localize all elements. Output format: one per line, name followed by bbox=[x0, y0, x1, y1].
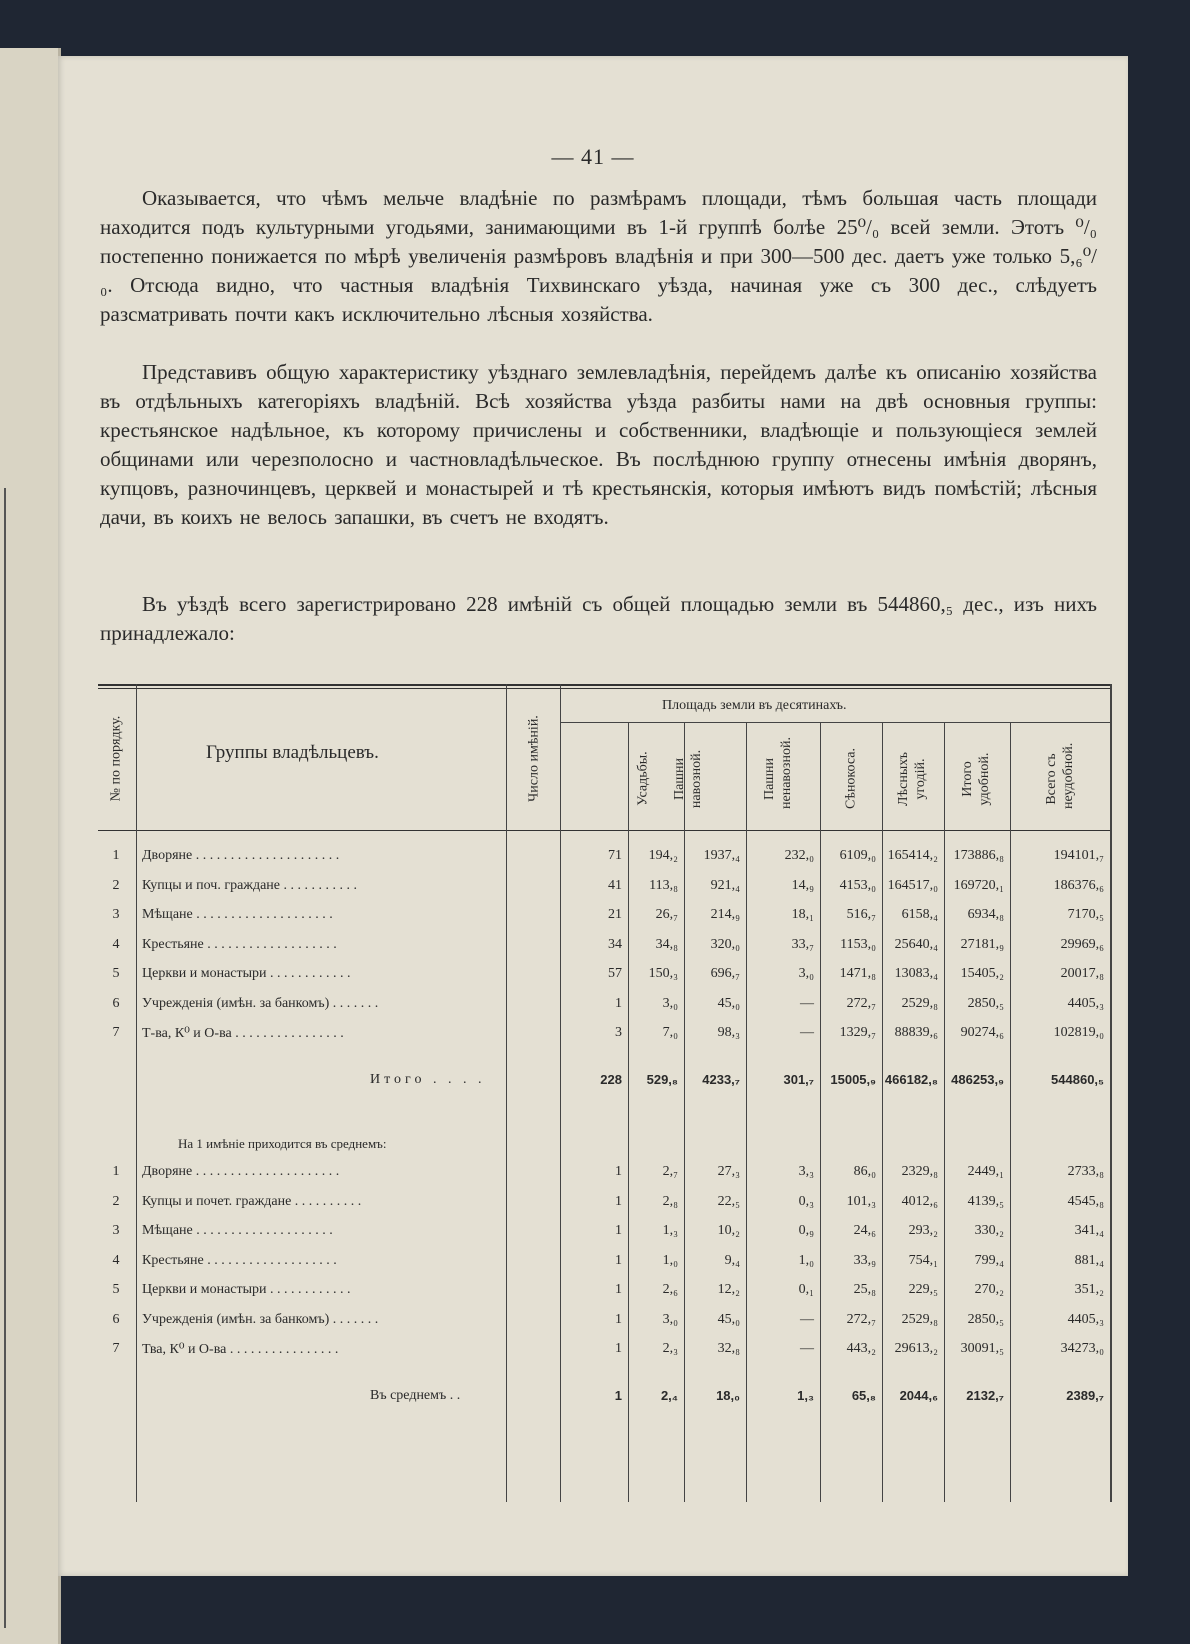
area-cell: — bbox=[800, 995, 814, 1011]
area-cell: 1153,₀ bbox=[840, 936, 876, 952]
row-number: 1 bbox=[112, 1164, 120, 1179]
owner-group: Дворяне . . . . . . . . . . . . . . . . . . . . . bbox=[142, 1164, 340, 1179]
area-cell: 26,₇ bbox=[655, 907, 678, 922]
total-cell: 486253,₉ bbox=[951, 1072, 1004, 1087]
area-cell: 9,₄ bbox=[724, 1252, 740, 1268]
row-number: 1 bbox=[112, 848, 120, 863]
area-cell: 320,₀ bbox=[710, 936, 740, 952]
area-cell: 6934,₈ bbox=[967, 907, 1004, 922]
owner-group: Мѣщане . . . . . . . . . . . . . . . . . . . . bbox=[142, 907, 333, 922]
header-area-col-3: Пашни ненавозной. bbox=[762, 737, 794, 809]
area-cell: 516,₇ bbox=[846, 907, 876, 922]
area-cell: 2850,₅ bbox=[967, 1311, 1004, 1327]
area-cell: — bbox=[800, 1341, 814, 1356]
header-area-col-2: Пашни навозной. bbox=[672, 749, 704, 809]
area-cell: 12,₂ bbox=[717, 1282, 740, 1297]
estate-count-cell: 71 bbox=[608, 848, 622, 863]
area-cell: 2329,₈ bbox=[901, 1164, 938, 1179]
estate-count-cell: 57 bbox=[608, 966, 622, 981]
table-row bbox=[98, 1021, 1112, 1049]
area-cell: 754,₁ bbox=[908, 1252, 938, 1268]
area-cell: 2,₇ bbox=[662, 1164, 678, 1179]
area-cell: 1937,₄ bbox=[703, 848, 740, 863]
area-cell: 88839,₆ bbox=[894, 1025, 938, 1040]
area-cell: 29613,₂ bbox=[894, 1341, 938, 1356]
header-area-col-6: Итого удобной. bbox=[960, 752, 992, 806]
area-cell: 27,₃ bbox=[717, 1164, 740, 1179]
owner-group: Купцы и почет. граждане . . . . . . . . . . bbox=[142, 1193, 362, 1209]
paragraph-3: Въ уѣздѣ всего зарегистрировано 228 имѣній съ общей площадью земли въ 544860,₅ дес., изъ нихъ принадлежало: bbox=[100, 592, 1097, 645]
area-cell: 98,₃ bbox=[717, 1025, 740, 1040]
area-cell: 214,₉ bbox=[710, 907, 740, 922]
total-cell: 466182,₈ bbox=[884, 1072, 938, 1087]
owner-group: Тва, К⁰ и О-ва . . . . . . . . . . . . . . . . bbox=[142, 1342, 339, 1357]
owner-group: Купцы и поч. граждане . . . . . . . . . . . bbox=[142, 877, 358, 893]
area-cell: 18,₁ bbox=[791, 907, 814, 922]
left-page-rule bbox=[4, 488, 6, 1628]
area-cell: 270,₂ bbox=[974, 1282, 1004, 1297]
paragraph-2: Представивъ общую характеристику уѣзднаго землевладѣнія, перейдемъ далѣе къ описанію хозяйства въ отдѣльныхъ категоріяхъ владѣній. Всѣ хозяйства уѣзда разбиты нами на двѣ основныя группы: крестьянское надѣльное, къ которому причислены и собственники, владѣющіе и пользующіеся землей общинами или черезполосно и частновладѣльческое. Въ послѣднюю группу отнесены имѣнія дворянъ, купцовъ, разночинцевъ, церквей и монастырей и тѣ крестьянскія, которыя имѣютъ видъ помѣстій; лѣсныя дачи, въ коихъ не велось запашки, въ счетъ не входятъ. bbox=[100, 360, 1097, 529]
area-cell: 7170,₅ bbox=[1067, 907, 1104, 922]
area-cell: 22,₅ bbox=[717, 1193, 740, 1209]
area-cell: 1,₀ bbox=[662, 1252, 678, 1268]
area-cell: 164517,₀ bbox=[887, 877, 938, 893]
area-cell: 1329,₇ bbox=[839, 1025, 876, 1040]
row-number: 5 bbox=[112, 966, 120, 981]
area-cell: 272,₇ bbox=[846, 1311, 876, 1327]
total-label: Итого . . . . bbox=[370, 1072, 486, 1087]
estate-count-cell: 1 bbox=[615, 1311, 622, 1327]
area-cell: 173886,₈ bbox=[953, 848, 1004, 863]
row-number: 3 bbox=[112, 1223, 120, 1238]
area-cell: 4012,₆ bbox=[901, 1193, 938, 1209]
area-cell: 0,₃ bbox=[798, 1193, 814, 1209]
area-cell: — bbox=[800, 1025, 814, 1040]
header-area: Площадь земли въ десятинахъ. bbox=[662, 698, 847, 713]
header-row-number: № по порядку. bbox=[108, 715, 124, 802]
header-area-col-7: Всего съ неудобной. bbox=[1044, 742, 1076, 809]
row-number: 3 bbox=[112, 907, 120, 922]
area-cell: 25640,₄ bbox=[894, 936, 938, 952]
area-cell: 29969,₆ bbox=[1060, 936, 1104, 952]
area-cell: 25,₈ bbox=[853, 1282, 876, 1297]
average-total-cell: 18,₀ bbox=[716, 1388, 740, 1403]
area-cell: 351,₂ bbox=[1074, 1282, 1104, 1297]
area-cell: 293,₂ bbox=[908, 1223, 938, 1238]
area-cell: 3,₃ bbox=[798, 1164, 814, 1179]
owner-group: Церкви и монастыри . . . . . . . . . . . . bbox=[142, 966, 351, 981]
average-total-cell: 1 bbox=[614, 1388, 622, 1403]
area-cell: 113,₈ bbox=[649, 877, 678, 893]
total-cell: 301,₇ bbox=[783, 1072, 814, 1087]
area-cell: 15405,₂ bbox=[960, 966, 1004, 981]
area-cell: 921,₄ bbox=[710, 877, 740, 893]
table-row bbox=[98, 903, 1112, 931]
header-area-col-4: Сѣнокоса. bbox=[843, 748, 859, 809]
estate-count-cell: 41 bbox=[608, 877, 622, 893]
owner-group: Дворяне . . . . . . . . . . . . . . . . . . . . . bbox=[142, 848, 340, 863]
average-total-label: Въ среднемъ . . bbox=[370, 1388, 461, 1403]
area-cell: 101,₃ bbox=[846, 1193, 876, 1209]
area-cell: 1471,₈ bbox=[839, 966, 876, 981]
area-cell: 90274,₆ bbox=[960, 1025, 1004, 1040]
area-cell: 2,₆ bbox=[662, 1282, 678, 1297]
area-cell: 1,₃ bbox=[662, 1223, 678, 1238]
area-cell: 186376,₆ bbox=[1053, 877, 1104, 893]
table-row bbox=[98, 1278, 1112, 1306]
owner-group: Мѣщане . . . . . . . . . . . . . . . . . . . . bbox=[142, 1223, 333, 1238]
average-total-cell: 1,₃ bbox=[797, 1388, 814, 1403]
area-cell: 0,₉ bbox=[798, 1223, 814, 1238]
average-heading: На 1 имѣніе приходится въ среднемъ: bbox=[178, 1136, 387, 1151]
left-page-edge bbox=[0, 48, 61, 1644]
total-cell: 544860,₅ bbox=[1051, 1072, 1104, 1087]
owner-group: Крестьяне . . . . . . . . . . . . . . . . . . . bbox=[142, 1252, 337, 1268]
landholding-table bbox=[98, 684, 1112, 1502]
area-cell: 45,₀ bbox=[717, 1311, 740, 1327]
row-number: 2 bbox=[112, 877, 120, 893]
area-cell: 3,₀ bbox=[662, 995, 678, 1011]
area-cell: 4139,₅ bbox=[967, 1193, 1004, 1209]
area-cell: 2,₈ bbox=[662, 1193, 678, 1209]
area-cell: 2733,₈ bbox=[1067, 1164, 1104, 1179]
table-row bbox=[98, 992, 1112, 1020]
average-total-cell: 2044,₆ bbox=[899, 1388, 938, 1403]
area-cell: 2,₃ bbox=[662, 1341, 678, 1356]
area-cell: 0,₁ bbox=[798, 1282, 814, 1297]
row-number: 4 bbox=[112, 1252, 120, 1268]
area-cell: 6158,₄ bbox=[901, 907, 938, 922]
area-cell: 86,₀ bbox=[853, 1164, 876, 1179]
table-row bbox=[98, 1160, 1112, 1188]
area-cell: 2449,₁ bbox=[967, 1164, 1004, 1179]
area-cell: 30091,₅ bbox=[960, 1341, 1004, 1356]
total-cell: 15005,₉ bbox=[830, 1072, 876, 1087]
area-cell: 165414,₂ bbox=[887, 848, 938, 863]
header-owner-groups: Группы владѣльцевъ. bbox=[206, 742, 379, 763]
estate-count-cell: 34 bbox=[608, 936, 622, 952]
area-cell: 32,₈ bbox=[717, 1341, 740, 1356]
area-cell: 232,₀ bbox=[784, 848, 814, 863]
row-number: 7 bbox=[112, 1025, 120, 1040]
owner-group: Крестьяне . . . . . . . . . . . . . . . . . . . bbox=[142, 936, 337, 952]
area-cell: — bbox=[800, 1311, 814, 1327]
area-cell: 102819,₀ bbox=[1053, 1025, 1104, 1040]
area-cell: 24,₆ bbox=[853, 1223, 876, 1238]
area-cell: 443,₂ bbox=[846, 1341, 876, 1356]
area-cell: 229,₅ bbox=[908, 1282, 938, 1297]
owner-group: Церкви и монастыри . . . . . . . . . . . . bbox=[142, 1282, 351, 1297]
area-cell: 13083,₄ bbox=[894, 966, 938, 981]
table-row bbox=[98, 1337, 1112, 1365]
estate-count-cell: 3 bbox=[615, 1025, 622, 1040]
average-total-cell: 2389,₇ bbox=[1066, 1388, 1104, 1403]
estate-count-cell: 1 bbox=[615, 1193, 622, 1209]
area-cell: 4405,₃ bbox=[1067, 995, 1104, 1011]
header-area-col-5: Лѣсныхъ угодій. bbox=[896, 752, 928, 806]
table-row bbox=[98, 1219, 1112, 1247]
owner-group: Учрежденія (имѣн. за банкомъ) . . . . . . . bbox=[142, 995, 379, 1011]
owner-group: Т-ва, К⁰ и О-ва . . . . . . . . . . . . . . . . bbox=[142, 1026, 344, 1041]
table-row bbox=[98, 844, 1112, 872]
area-cell: 4405,₃ bbox=[1067, 1311, 1104, 1327]
table-row bbox=[98, 1190, 1112, 1218]
row-number: 7 bbox=[112, 1341, 120, 1356]
area-cell: 194101,₇ bbox=[1053, 848, 1104, 863]
area-cell: 7,₀ bbox=[662, 1025, 678, 1040]
table-row bbox=[98, 1249, 1112, 1277]
area-cell: 34,₈ bbox=[655, 936, 678, 952]
area-cell: 14,₉ bbox=[791, 877, 814, 893]
row-number: 6 bbox=[112, 995, 120, 1011]
area-cell: 4153,₀ bbox=[839, 877, 876, 893]
header-area-col-1: Усадьбы. bbox=[635, 751, 651, 806]
row-number: 2 bbox=[112, 1193, 120, 1209]
table-row bbox=[98, 1308, 1112, 1336]
area-cell: 3,₀ bbox=[798, 966, 814, 981]
area-cell: 2529,₈ bbox=[901, 1311, 938, 1327]
area-cell: 33,₉ bbox=[853, 1252, 876, 1268]
area-cell: 194,₂ bbox=[648, 848, 678, 863]
area-cell: 27181,₉ bbox=[960, 936, 1004, 952]
average-total-cell: 2,₄ bbox=[660, 1388, 678, 1403]
estate-count-cell: 1 bbox=[615, 1341, 622, 1356]
estate-count-cell: 1 bbox=[615, 1223, 622, 1238]
table-row bbox=[98, 933, 1112, 961]
area-cell: 341,₄ bbox=[1074, 1223, 1104, 1238]
book-page bbox=[58, 56, 1128, 1576]
area-cell: 34273,₀ bbox=[1060, 1341, 1104, 1356]
area-cell: 6109,₀ bbox=[839, 848, 876, 863]
estate-count-cell: 1 bbox=[615, 1164, 622, 1179]
estate-count-cell: 1 bbox=[615, 1252, 622, 1268]
area-cell: 20017,₈ bbox=[1060, 966, 1104, 981]
table-row bbox=[98, 962, 1112, 990]
average-total-cell: 65,₈ bbox=[851, 1388, 876, 1403]
total-cell: 4233,₇ bbox=[702, 1072, 740, 1087]
area-cell: 330,₂ bbox=[974, 1223, 1004, 1238]
area-cell: 2529,₈ bbox=[901, 995, 938, 1011]
area-cell: 696,₇ bbox=[710, 966, 740, 981]
owner-group: Учрежденія (имѣн. за банкомъ) . . . . . . . bbox=[142, 1311, 379, 1327]
paragraph-1: Оказывается, что чѣмъ мельче владѣніе по размѣрамъ площади, тѣмъ большая часть площади находится подъ культурными угодьями, занимающими въ 1-й группѣ болѣе 25⁰/₀ всей земли. Этотъ ⁰/₀ постепенно понижается по мѣрѣ увеличенія размѣровъ владѣнія и при 300—500 дес. даетъ уже только 5,₆⁰/₀. Отсюда видно, что частныя владѣнія Тихвинскаго уѣзда, начиная уже съ 300 дес., слѣдуетъ разсматривать почти какъ исключительно лѣсныя хозяйства. bbox=[100, 186, 1097, 326]
area-cell: 272,₇ bbox=[846, 995, 876, 1011]
page-number: — 41 — bbox=[551, 144, 635, 169]
area-cell: 4545,₈ bbox=[1067, 1193, 1104, 1209]
area-cell: 45,₀ bbox=[717, 995, 740, 1011]
estate-count-cell: 21 bbox=[608, 907, 622, 922]
area-cell: 3,₀ bbox=[662, 1311, 678, 1327]
header-estate-count: Число имѣній. bbox=[526, 715, 542, 802]
average-total-cell: 2132,₇ bbox=[966, 1388, 1004, 1403]
area-cell: 799,₄ bbox=[974, 1252, 1004, 1268]
area-cell: 33,₇ bbox=[791, 936, 814, 952]
estate-count-cell: 1 bbox=[615, 1282, 622, 1297]
total-cell: 228 bbox=[600, 1072, 622, 1087]
area-cell: 169720,₁ bbox=[953, 877, 1004, 893]
area-cell: 2850,₅ bbox=[967, 995, 1004, 1011]
total-cell: 529,₈ bbox=[646, 1072, 678, 1087]
area-cell: 881,₄ bbox=[1074, 1252, 1104, 1268]
row-number: 5 bbox=[112, 1282, 120, 1297]
area-cell: 10,₂ bbox=[717, 1223, 740, 1238]
area-cell: 150,₃ bbox=[648, 966, 678, 981]
row-number: 6 bbox=[112, 1311, 120, 1327]
row-number: 4 bbox=[112, 936, 120, 952]
area-cell: 1,₀ bbox=[798, 1252, 814, 1268]
table-row bbox=[98, 874, 1112, 902]
estate-count-cell: 1 bbox=[615, 995, 622, 1011]
